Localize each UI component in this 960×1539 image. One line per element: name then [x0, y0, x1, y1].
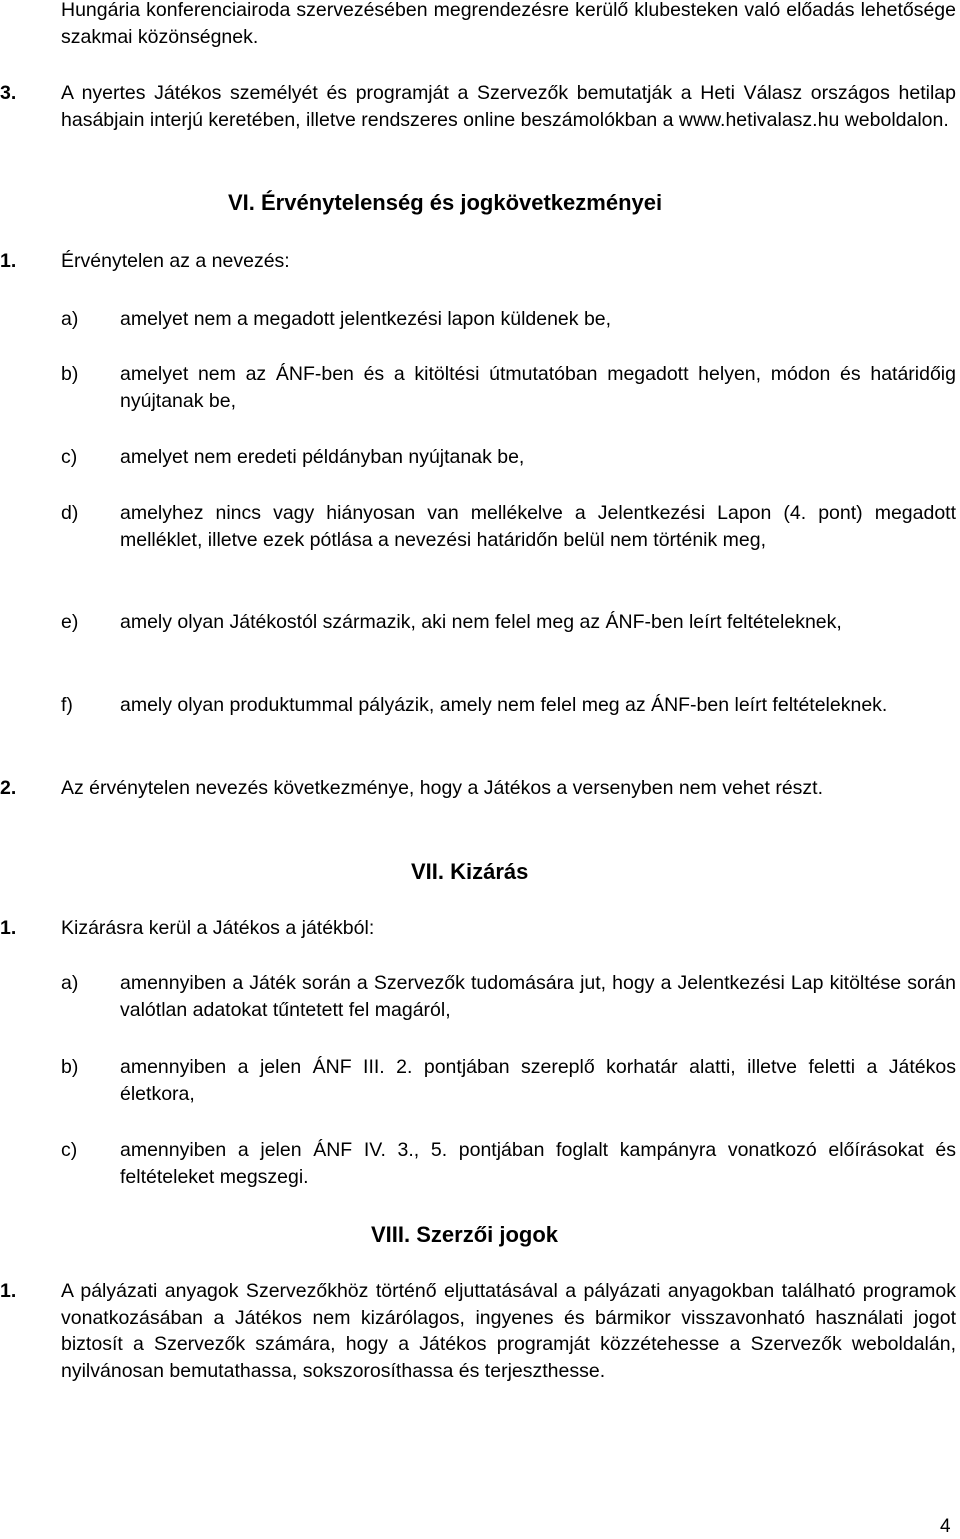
section-7-heading: VII. Kizárás	[411, 859, 529, 884]
list-item-label: b)	[61, 1056, 79, 1078]
section-8-item-1-number: 1.	[0, 1280, 17, 1302]
list-item-text: amelyet nem a megadott jelentkezési lapon küldenek be,	[120, 308, 612, 330]
list-item-text: amelyet nem az ÁNF-ben és a kitöltési útmutatóban megadott helyen, módon és határidőig nyújtanak be,	[120, 363, 956, 412]
list-item-text: amely olyan produktummal pályázik, amely nem felel meg az ÁNF-ben leírt feltételeknek.	[120, 694, 888, 716]
section-6-item-1-text: Érvénytelen az a nevezés:	[61, 250, 290, 272]
section-6-item-2-text: Az érvénytelen nevezés következménye, hogy a Játékos a versenyben nem vehet részt.	[61, 777, 823, 799]
list-item-text: amennyiben a Játék során a Szervezők tudomására jut, hogy a Jelentkezési Lap kitöltése során valótlan adatokat tűntetett fel magáról,	[120, 972, 956, 1021]
section-6-heading: VI. Érvénytelenség és jogkövetkezményei	[228, 190, 663, 215]
list-item-label: f)	[61, 694, 73, 716]
section-7-item-1-number: 1.	[0, 917, 17, 939]
list-item-text: amennyiben a jelen ÁNF III. 2. pontjában szereplő korhatár alatti, illetve feletti a Játékos életkora,	[120, 1056, 956, 1105]
list-item-text: amelyhez nincs vagy hiányosan van mellékelve a Jelentkezési Lapon (4. pont) megadott melléklet, illetve ezek pótlása a nevezési határidőn belül nem történik meg,	[120, 502, 956, 551]
list-item-label: b)	[61, 363, 79, 385]
list-item-label: d)	[61, 502, 79, 524]
list-item-label: a)	[61, 972, 79, 994]
section-8-heading: VIII. Szerzői jogok	[371, 1222, 559, 1247]
list-item-label: c)	[61, 446, 78, 468]
list-item-text: amely olyan Játékostól származik, aki nem felel meg az ÁNF-ben leírt feltételeknek,	[120, 611, 842, 633]
list-item-text: amennyiben a jelen ÁNF IV. 3., 5. pontjában foglalt kampányra vonatkozó előírásokat és feltételeket megszegi.	[120, 1139, 956, 1188]
section-8-item-1-text: A pályázati anyagok Szervezőkhöz történő eljuttatásával a pályázati anyagokban található programok vonatkozásában a Játékos nem kizárólagos, ingyenes és bármikor visszavonható használati jogot biztosít a Szervezők számára, hogy a Játékos programját közzétehesse a Szervezők weboldalán, nyilvánosan bemutathassa, sokszorosíthassa és terjeszthesse.	[61, 1280, 956, 1382]
section-7-item-1-text: Kizárásra kerül a Játékos a játékból:	[61, 917, 375, 939]
page-number: 4	[940, 1516, 951, 1537]
section-6-item-1-number: 1.	[0, 250, 17, 272]
intro-continuation-paragraph: Hungária konferenciairoda szervezésében megrendezésre kerülő klubesteken való előadás lehetősége szakmai közönségnek.	[61, 0, 956, 48]
list-item-label: a)	[61, 308, 79, 330]
list-item-label: e)	[61, 611, 79, 633]
item-3-number: 3.	[0, 82, 17, 104]
list-item-label: c)	[61, 1139, 78, 1161]
item-3-text: A nyertes Játékos személyét és programját a Szervezők bemutatják a Heti Válasz országos hetilap hasábjain interjú keretében, illetve rendszeres online beszámolókban a www.hetivalasz.hu weboldalon.	[61, 82, 956, 131]
section-6-item-2-number: 2.	[0, 777, 17, 799]
list-item-text: amelyet nem eredeti példányban nyújtanak be,	[120, 446, 525, 468]
